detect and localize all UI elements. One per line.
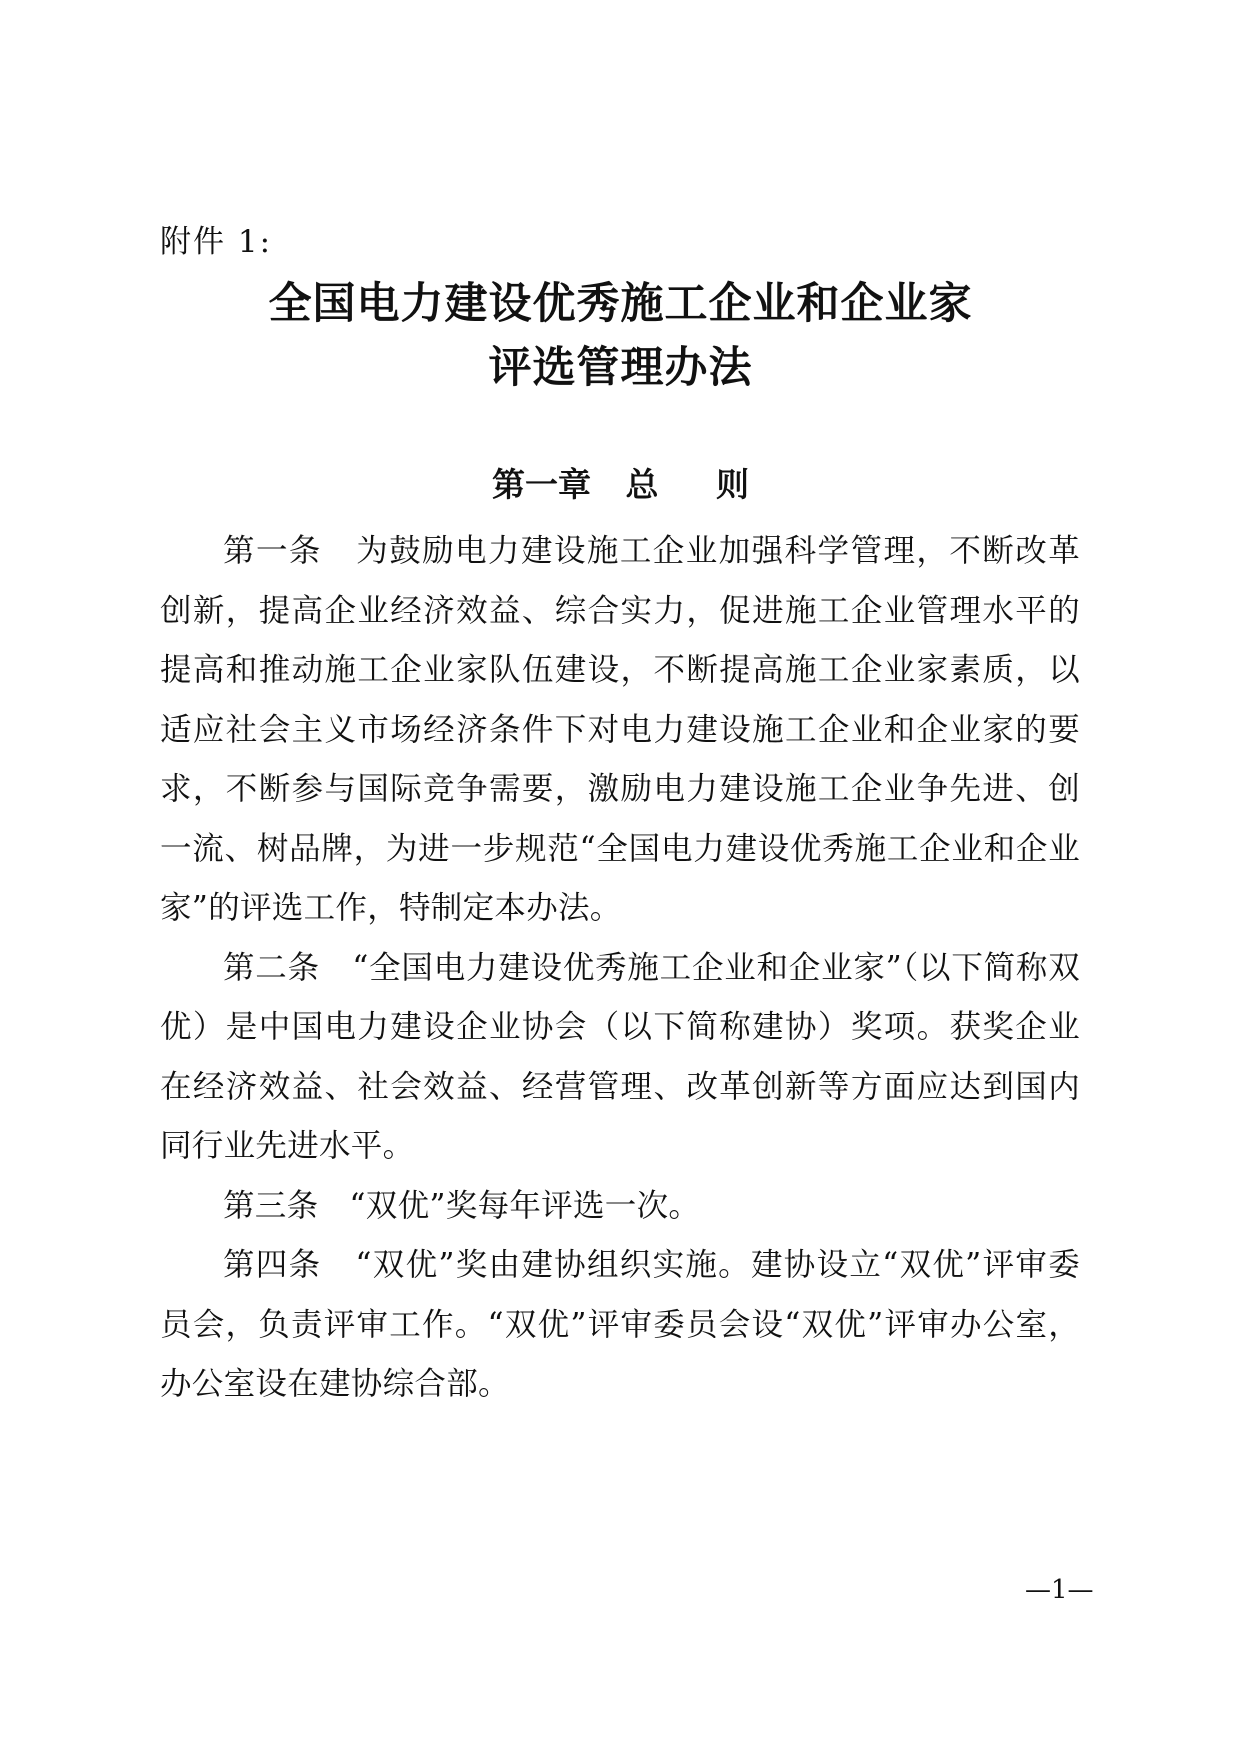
article-text: “双优”奖由建协组织实施。建协设立“双优”评审委员会，负责评审工作。“双优”评审委员会设“双优”评审办公室，办公室设在建协综合部。 (160, 1247, 1080, 1402)
article-number: 第三条 (223, 1187, 319, 1224)
article-text: “双优”奖每年评选一次。 (349, 1187, 701, 1224)
article-number: 第二条 (223, 949, 320, 986)
document-body (160, 522, 1080, 1415)
article-paragraph (160, 1177, 1080, 1237)
article-paragraph (160, 939, 1080, 1177)
article-paragraph (160, 522, 1080, 939)
article-text: “全国电力建设优秀施工企业和企业家”（以下简称双优）是中国电力建设企业协会（以下简称建协）奖项。获奖企业在经济效益、社会效益、经营管理、改革创新等方面应达到国内同行业先进水平。 (160, 949, 1080, 1164)
attachment-label: 附件 1: (160, 224, 273, 260)
document-title-line-2: 评选管理办法 (488, 343, 753, 393)
document-title-line-1: 全国电力建设优秀施工企业和企业家 (268, 279, 973, 329)
chapter-heading: 第一章 总 则 (492, 465, 749, 504)
page-number: —1— (1025, 1575, 1094, 1605)
article-number: 第一条 (223, 533, 322, 569)
article-number: 第四条 (223, 1247, 322, 1283)
article-text: 为鼓励电力建设施工企业加强科学管理，不断改革创新，提高企业经济效益、综合实力，促进施工企业管理水平的提高和推动施工企业家队伍建设，不断提高施工企业家素质，以适应社会主义市场经济条件下对电力建设施工企业和企业家的要求，不断参与国际竞争需要，激励电力建设施工企业争先进、创一流、树品牌，为进一步规范“全国电力建设优秀施工企业和企业家”的评选工作，特制定本办法。 (160, 533, 1080, 926)
article-paragraph (160, 1236, 1080, 1415)
